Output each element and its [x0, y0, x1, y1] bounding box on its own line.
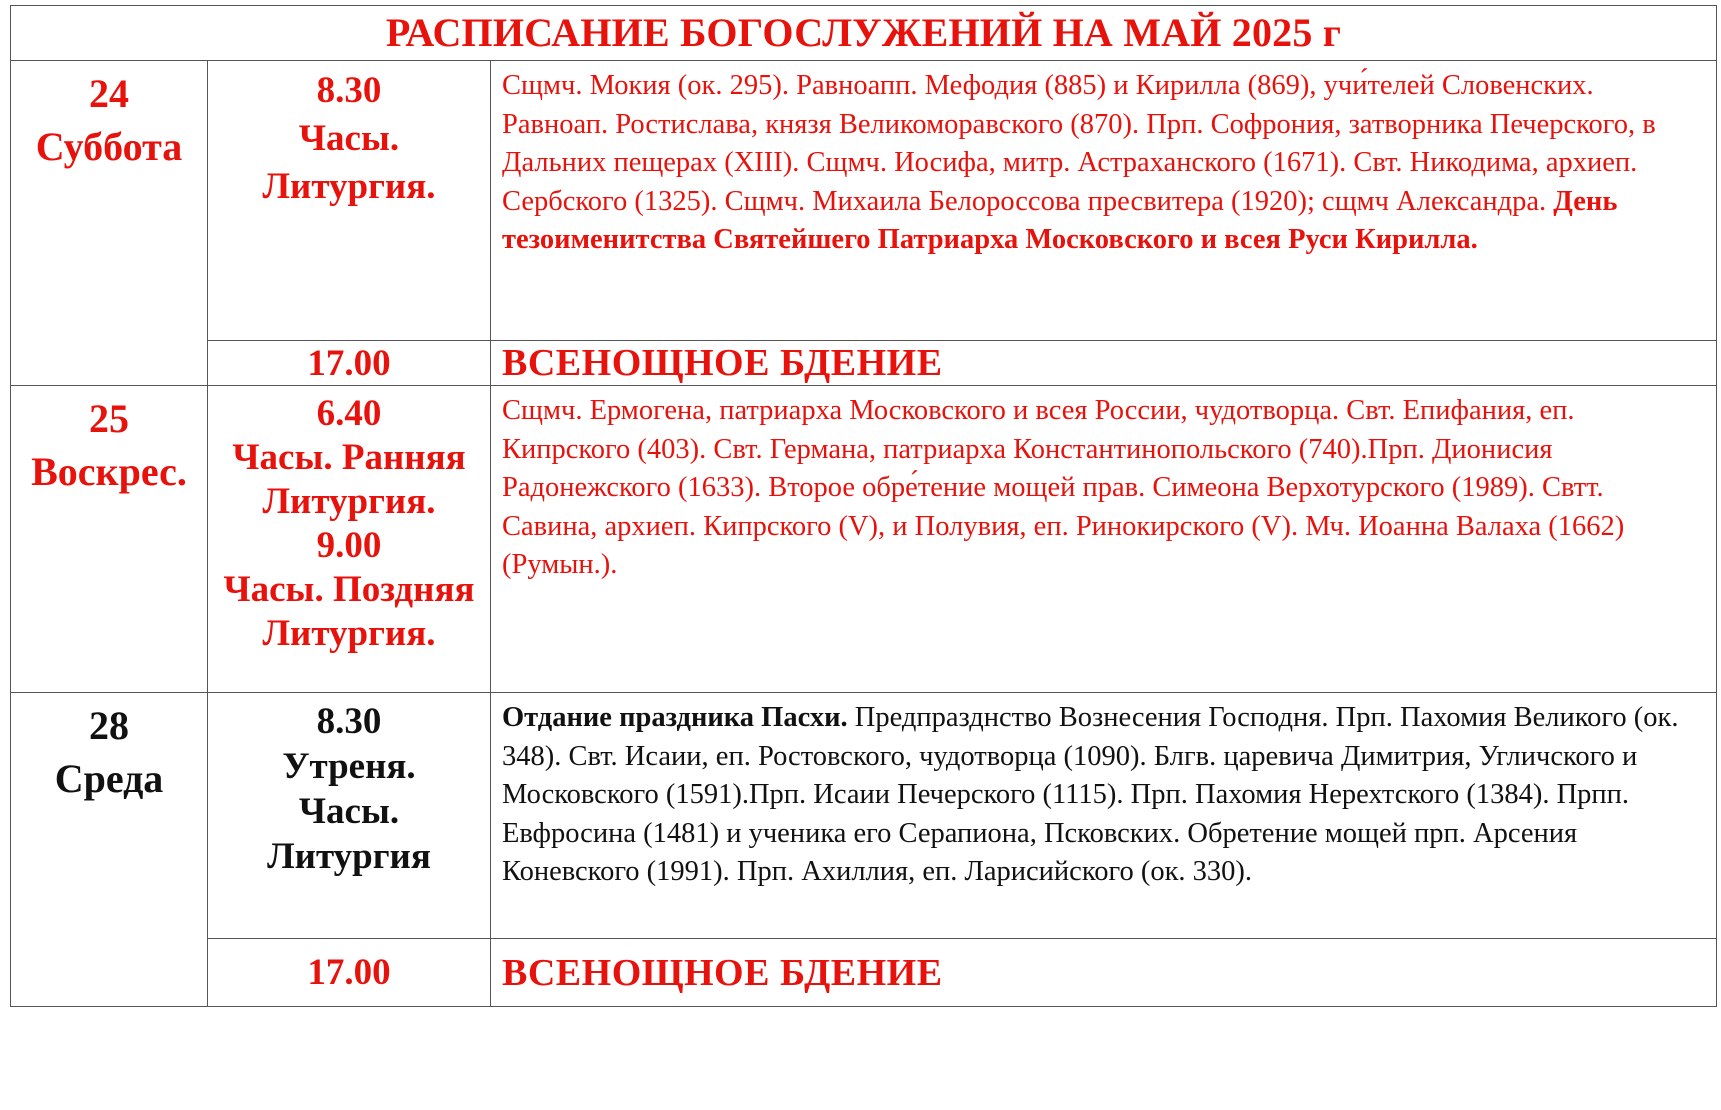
page-title: РАСПИСАНИЕ БОГОСЛУЖЕНИЙ НА МАЙ 2025 г	[385, 10, 1342, 55]
service-line: Литургия	[267, 836, 431, 877]
vigil-time: 17.00	[208, 939, 491, 1007]
day-date: 28	[89, 703, 129, 748]
service-time-cell	[208, 693, 491, 939]
vigil-row	[11, 341, 1717, 386]
service-line: Утреня.	[282, 746, 416, 787]
commemoration-cell	[491, 693, 1717, 939]
service-line: Часы.	[298, 791, 400, 832]
day-row-24	[11, 61, 1717, 341]
schedule-table	[10, 5, 1717, 1007]
day-weekday: Среда	[54, 756, 164, 801]
vigil-row	[11, 939, 1717, 1007]
day-row-28	[11, 693, 1717, 939]
service-line: 6.40	[316, 393, 382, 434]
commemoration-text: Сщмч. Ермогена, патриарха Московского и всея России, чудотворца. Свт. Епифания, еп. Кипрского (403). Свт. Германа, патриарха Константинопольского (740).Прп. Дионисия Радонежского (1633). Второе обре́тение мощей прав. Симеона Верхотурского (1989). Свтт. Савина, архиеп. Кипрского (V), и Полувия, еп. Ринокирского (V). Мч. Иоанна Валаха (1662) (Румын.).	[502, 395, 1625, 580]
service-line: 9.00	[316, 525, 382, 566]
day-cell	[11, 61, 208, 386]
day-weekday: Суббота	[35, 124, 183, 169]
commemoration-cell	[491, 61, 1717, 341]
commemoration-bold-text: День тезоименитства Святейшего Патриарха Московского и всея Руси Кирилла.	[502, 185, 1618, 255]
commemoration-bold-lead: Отдание праздника Пасхи.	[502, 702, 848, 733]
day-cell	[11, 386, 208, 693]
schedule-sheet	[10, 5, 1716, 1103]
service-line: 8.30	[316, 70, 382, 111]
service-line: Литургия.	[262, 481, 436, 522]
service-line: Литургия.	[262, 613, 436, 654]
vigil-label: ВСЕНОЩНОЕ БДЕНИЕ	[491, 341, 1717, 386]
service-line: 8.30	[316, 701, 382, 742]
day-row-25	[11, 386, 1717, 693]
service-line: Литургия.	[262, 166, 436, 207]
day-weekday: Воскрес.	[31, 449, 187, 494]
vigil-label: ВСЕНОЩНОЕ БДЕНИЕ	[491, 939, 1717, 1007]
commemoration-text: Сщмч. Мокия (ок. 295). Равноапп. Мефодия (885) и Кирилла (869), учи́телей Словенских. Равноап. Ростислава, князя Великоморавского (870). Прп. Софрония, затворника Печерского, в Дальних пещерах (XIII). Сщмч. Иосифа, митр. Астраханского (1671). Свт. Никодима, архиеп. Сербского (1325). Сщмч. Михаила Белороссова пресвитера (1920); сщмч Александра.	[502, 70, 1656, 217]
vigil-time: 17.00	[208, 341, 491, 386]
title-row	[11, 6, 1717, 61]
day-cell	[11, 693, 208, 1007]
day-date: 25	[89, 396, 129, 441]
title-cell	[11, 6, 1717, 61]
commemoration-cell	[491, 386, 1717, 693]
service-line: Часы. Ранняя	[232, 437, 466, 478]
service-time-cell	[208, 61, 491, 341]
commemoration-text: Предпразднство Вознесения Господня. Прп. Пахомия Великого (ок. 348). Свт. Исаии, еп. Ростовского, чудотворца (1090). Блгв. царевича Димитрия, Угличского и Московского (1591).Прп. Исаии Печерского (1115). Прп. Пахомия Нерехтского (1384). Прпп. Евфросина (1481) и ученика его Серапиона, Псковских. Обретение мощей прп. Арсения Коневского (1991). Прп. Ахиллия, еп. Ларисийского (ок. 330).	[502, 702, 1679, 887]
service-line: Часы. Поздняя	[223, 569, 475, 610]
service-time-cell	[208, 386, 491, 693]
day-date: 24	[89, 71, 129, 116]
service-line: Часы.	[298, 118, 400, 159]
